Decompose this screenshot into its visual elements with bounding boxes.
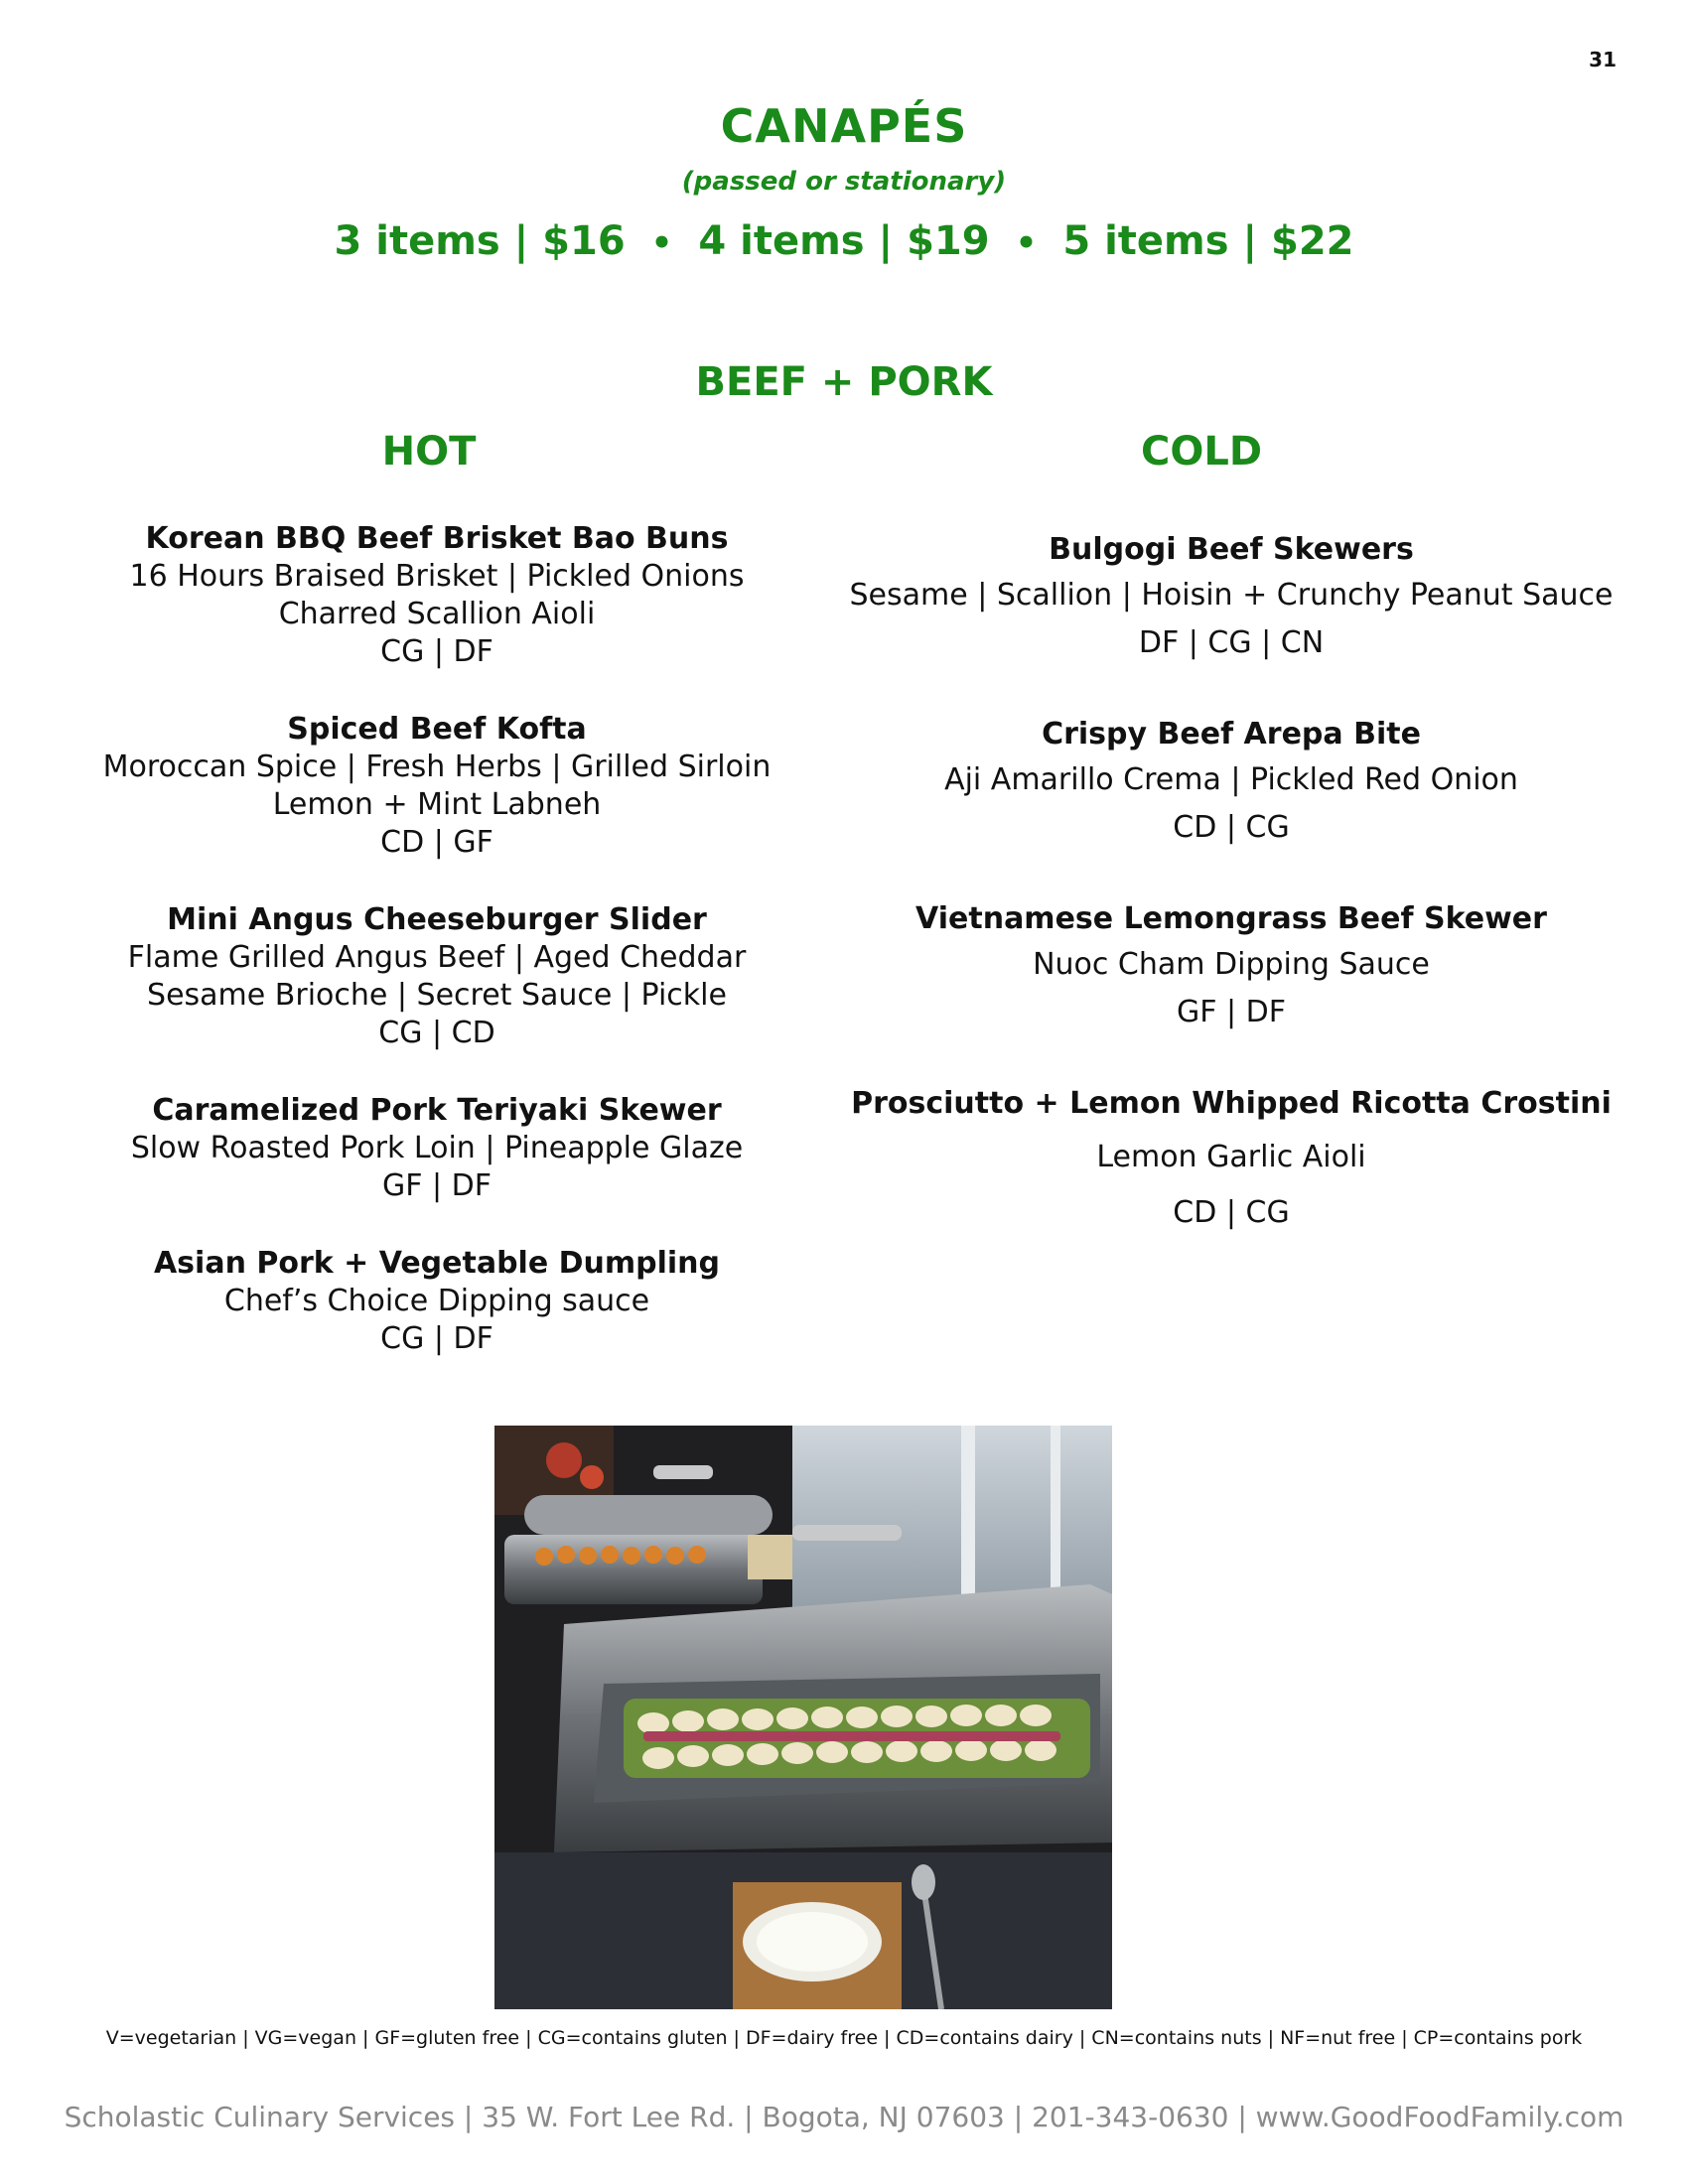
cold-column-heading: COLD: [1140, 429, 1263, 475]
price-tier-5: 5 items | $22: [1062, 218, 1354, 264]
menu-item: [99, 901, 774, 1052]
menu-item-tags: CG | CD: [378, 1016, 495, 1050]
menu-item-name: Bulgogi Beef Skewers: [1049, 532, 1414, 567]
menu-item-name: Mini Angus Cheeseburger Slider: [167, 902, 707, 937]
menu-item-name: Prosciutto + Lemon Whipped Ricotta Crostini: [851, 1086, 1612, 1121]
menu-item: [844, 713, 1618, 852]
menu-item-tags: CD | CG: [1173, 1195, 1290, 1230]
menu-item: [99, 520, 774, 671]
menu-item-name: Spiced Beef Kofta: [287, 712, 587, 747]
menu-item-tags: CD | CG: [1173, 810, 1290, 845]
menu-item-desc: Charred Scallion Aioli: [278, 597, 596, 631]
footer-contact: Scholastic Culinary Services | 35 W. Fort Lee Rd. | Bogota, NJ 07603 | 201-343-0630 | www.GoodFoodFamily.com: [64, 2101, 1624, 2133]
bullet-separator: •: [1015, 223, 1038, 263]
menu-item-name: Vietnamese Lemongrass Beef Skewer: [915, 901, 1547, 936]
menu-item-tags: CG | DF: [380, 1321, 493, 1356]
menu-item: [844, 897, 1618, 1036]
bullet-separator: •: [650, 223, 673, 263]
menu-item-desc: Aji Amarillo Crema | Pickled Red Onion: [944, 762, 1518, 797]
menu-item-desc: 16 Hours Braised Brisket | Pickled Onions: [129, 559, 745, 594]
hot-items-list: [99, 520, 774, 1398]
menu-item-tags: DF | CG | CN: [1138, 625, 1325, 660]
menu-item-name: Asian Pork + Vegetable Dumpling: [153, 1246, 721, 1281]
menu-item: [99, 711, 774, 862]
price-tier-3: 3 items | $16: [334, 218, 626, 264]
menu-item: [844, 1082, 1618, 1237]
section-title: BEEF + PORK: [695, 359, 993, 405]
food-photo: [494, 1426, 1112, 2009]
menu-item: [99, 1245, 774, 1358]
page-subtitle: (passed or stationary): [681, 167, 1007, 197]
menu-item-desc: Flame Grilled Angus Beef | Aged Cheddar: [127, 940, 747, 975]
cold-items-list: [844, 528, 1618, 1283]
page-number: 31: [1589, 48, 1617, 71]
menu-item-tags: GF | DF: [1176, 995, 1287, 1029]
menu-item-desc: Sesame Brioche | Secret Sauce | Pickle: [147, 978, 727, 1013]
menu-item-desc: Lemon Garlic Aioli: [1096, 1140, 1366, 1174]
hot-column-heading: HOT: [381, 429, 477, 475]
dietary-legend: V=vegetarian | VG=vegan | GF=gluten free | CG=contains gluten | DF=dairy free | CD=contains dairy | CN=contains nuts | NF=nut free | CP=contains pork: [105, 2027, 1583, 2049]
menu-item-tags: GF | DF: [381, 1168, 492, 1203]
menu-item-name: Crispy Beef Arepa Bite: [1042, 717, 1421, 751]
menu-item-tags: CG | DF: [380, 634, 493, 669]
menu-item-desc: Slow Roasted Pork Loin | Pineapple Glaze: [130, 1131, 744, 1165]
menu-item-desc: Sesame | Scallion | Hoisin + Crunchy Peanut Sauce: [849, 578, 1614, 613]
menu-item-tags: CD | GF: [380, 825, 493, 860]
menu-item-desc: Lemon + Mint Labneh: [272, 787, 602, 822]
menu-item-desc: Chef’s Choice Dipping sauce: [223, 1284, 650, 1318]
menu-item: [844, 528, 1618, 667]
menu-item-name: Caramelized Pork Teriyaki Skewer: [152, 1093, 722, 1128]
pricing-line: [0, 218, 1688, 264]
page-title: CANAPÉS: [720, 99, 968, 153]
menu-item-desc: Moroccan Spice | Fresh Herbs | Grilled Sirloin: [102, 750, 772, 784]
menu-item-name: Korean BBQ Beef Brisket Bao Buns: [145, 521, 729, 556]
menu-item-desc: Nuoc Cham Dipping Sauce: [1033, 947, 1430, 982]
menu-item: [99, 1092, 774, 1205]
price-tier-4: 4 items | $19: [698, 218, 990, 264]
